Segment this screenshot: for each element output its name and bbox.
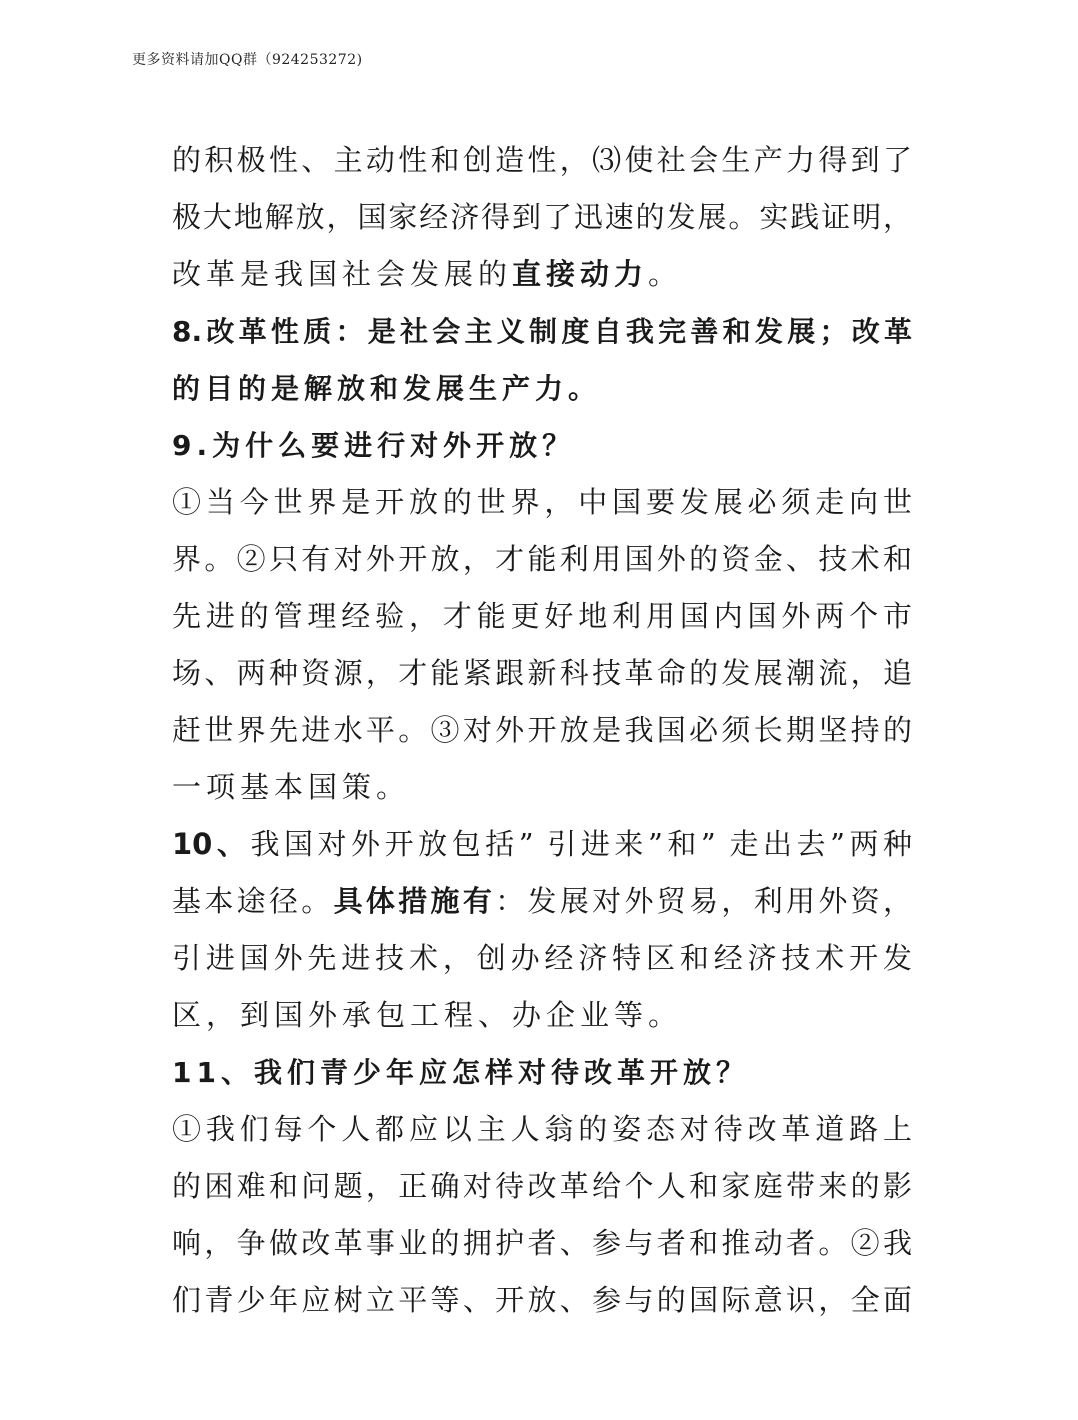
section-heading: 9.为什么要进行对外开放？ — [172, 429, 576, 462]
text-line: 赶世界先进水平。③对外开放是我国必须长期坚持的 — [172, 713, 912, 747]
text-line: 们青少年应树立平等、开放、参与的国际意识，全面 — [172, 1283, 912, 1317]
text-line: 的困难和问题，正确对待改革给个人和家庭带来的影 — [172, 1169, 912, 1203]
item-number: 10、 — [172, 827, 251, 861]
heading-line: 的目的是解放和发展生产力。 — [172, 372, 602, 405]
bold-phrase: 直接动力 — [512, 257, 649, 291]
text-line: ①我们每个人都应以主人翁的姿态对待改革道路上 — [172, 1112, 912, 1146]
text-line: 10、我国对外开放包括” 引进来”和” 走出去”两种 — [172, 827, 912, 861]
heading-line: 8.改革性质：是社会主义制度自我完善和发展；改革 — [172, 315, 912, 348]
header-note: 更多资料请加QQ群（924253272) — [132, 52, 363, 68]
text-line: 一项基本国策。 — [172, 770, 411, 804]
text-line: 界。②只有对外开放，才能利用国外的资金、技术和 — [172, 542, 912, 576]
document-body — [172, 132, 912, 1329]
text-line: 的积极性、主动性和创造性，⑶使社会生产力得到了 — [172, 143, 912, 177]
bold-phrase: 具体措施有 — [333, 884, 496, 918]
text-line: 响，争做改革事业的拥护者、参与者和推动者。②我 — [172, 1226, 912, 1260]
text-line: 先进的管理经验，才能更好地利用国内国外两个市 — [172, 599, 912, 633]
text-line: 极大地解放，国家经济得到了迅速的发展。实践证明， — [172, 200, 912, 234]
text-line: 区，到国外承包工程、办企业等。 — [172, 998, 683, 1032]
text-line: 基本途径。具体措施有：发展对外贸易，利用外资， — [172, 884, 912, 918]
section-heading: 11、我们青少年应怎样对待改革开放？ — [172, 1056, 749, 1089]
text-line: 改革是我国社会发展的直接动力。 — [172, 257, 683, 291]
text-line: 引进国外先进技术，创办经济特区和经济技术开发 — [172, 941, 912, 975]
text-line: ①当今世界是开放的世界，中国要发展必须走向世 — [172, 485, 912, 519]
text-line: 场、两种资源，才能紧跟新科技革命的发展潮流，追 — [172, 656, 912, 690]
